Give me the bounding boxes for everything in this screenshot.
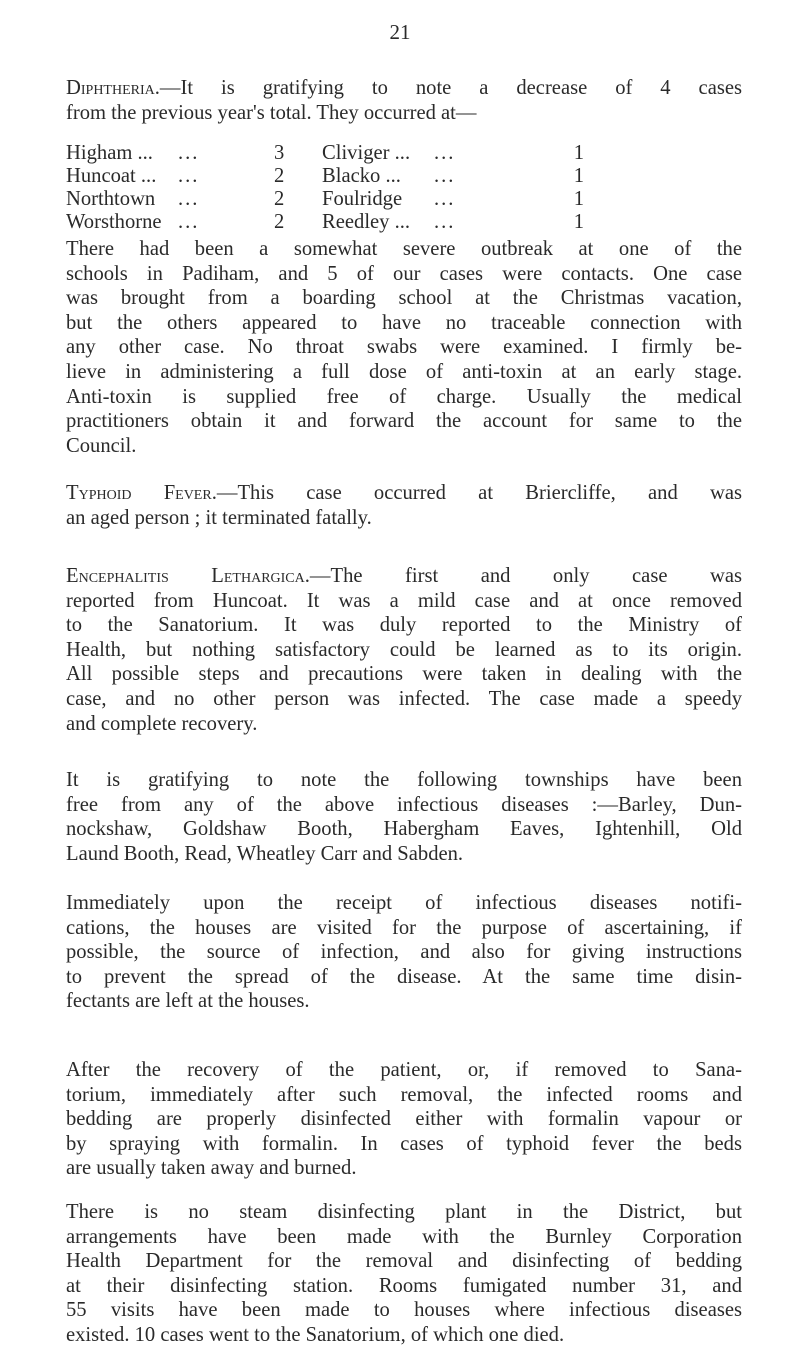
leader-dots: ... [178,188,200,210]
diphtheria-line-1-text: —It is gratifying to note a decrease of 4 cases [159,77,742,99]
case-count: 2 [274,211,285,233]
steam-lines-line: existed. 10 cases went to the Sanatorium, of which one died. [66,1323,565,1346]
diphtheria-paragraph [66,76,742,125]
notification-lines-line: Immediately upon the receipt of infectious diseases notifi- [66,892,742,914]
cases-by-township-table [66,142,584,234]
recovery-lines-line: bedding are properly disinfected either with formalin vapour or [66,1108,742,1131]
typhoid-line-1 [66,481,742,506]
case-count: 2 [274,165,285,187]
case-count: 2 [274,188,285,210]
typhoid-heading: Typhoid Fever. [66,482,217,504]
townships-lines-line: nockshaw, Goldshaw Booth, Habergham Eaves, Ightenhill, Old [66,818,742,841]
typhoid-line-1-text: —This case occurred at Briercliffe, and was [216,482,742,504]
township-name: Reedley ... [322,211,411,233]
steam-lines-line: There is no steam disinfecting plant in the District, but [66,1201,742,1223]
notification-lines-line: to prevent the spread of the disease. At the same time disin- [66,965,742,988]
encephalitis-line-4: Health, but nothing satisfactory could be learned as to its origin. [66,638,742,661]
townships-paragraph [66,768,742,866]
case-count: 1 [573,142,584,164]
table-row [66,211,584,234]
townships-lines-line: free from any of the above infectious diseases :—Barley, Dun- [66,793,742,816]
township-name: Cliviger ... [322,142,411,164]
township-name: Northtown [66,188,156,210]
case-count: 1 [573,165,584,187]
case-count: 3 [274,142,285,164]
table-row [66,165,584,188]
recovery-lines-line: are usually taken away and burned. [66,1157,357,1180]
page-number: 21 [389,20,411,44]
encephalitis-line-1-text: —The first and only case was [309,565,743,587]
encephalitis-line-3: to the Sanatorium. It was duly reported to the Ministry of [66,614,742,637]
leader-dots: ... [434,142,456,164]
leader-dots: ... [434,211,456,233]
diphtheria-heading: Diphtheria. [66,77,160,99]
encephalitis-line-2: reported from Huncoat. It was a mild case and at once removed [66,589,742,612]
notification-lines-line: cations, the houses are visited for the purpose of ascertaining, if [66,916,742,939]
township-name: Worsthorne [66,211,162,233]
townships-lines-line: Laund Booth, Read, Wheatley Carr and Sabden. [66,842,464,865]
leader-dots: ... [178,142,200,164]
typhoid-line-2: an aged person ; it terminated fatally. [66,506,372,529]
encephalitis-paragraph [66,564,742,736]
recovery-lines-line: After the recovery of the patient, or, if removed to Sana- [66,1059,742,1081]
steam-lines-line: Health Department for the removal and disinfecting of bedding [66,1250,742,1273]
leader-dots: ... [434,165,456,187]
notifications-paragraph [66,891,742,1014]
outbreak-lines-line: any other case. No throat swabs were examined. I firmly be- [66,336,742,359]
case-count: 1 [573,188,584,210]
township-name: Foulridge [322,188,403,210]
encephalitis-heading: Encephalitis Lethargica. [66,565,310,587]
outbreak-lines-line: schools in Padiham, and 5 of our cases were contacts. One case [66,262,742,285]
outbreak-lines-line: Council. [66,434,137,457]
encephalitis-line-1 [66,564,742,589]
notification-lines-line: possible, the source of infection, and also for giving instructions [66,941,742,964]
outbreak-lines-line: was brought from a boarding school at the Christmas vacation, [66,287,742,310]
case-count: 1 [573,211,584,233]
steam-lines-line: at their disinfecting station. Rooms fumigated number 31, and [66,1274,742,1297]
steam-lines-line: 55 visits have been made to houses where infectious diseases [66,1299,742,1322]
leader-dots: ... [178,211,200,233]
encephalitis-line-5: All possible steps and precautions were taken in dealing with the [66,663,742,686]
townships-lines-line: It is gratifying to note the following townships have been [66,769,742,791]
disinfection-paragraph [66,1058,742,1181]
table-row [66,142,584,165]
leader-dots: ... [434,188,456,210]
outbreak-lines-line: practitioners obtain it and forward the account for same to the [66,410,742,433]
outbreak-lines-line: Anti-toxin is supplied free of charge. Usually the medical [66,385,742,408]
typhoid-paragraph [66,481,742,530]
steam-lines-line: arrangements have been made with the Burnley Corporation [66,1225,742,1248]
diphtheria-line-2: from the previous year's total. They occurred at— [66,101,477,124]
outbreak-lines-line: but the others appeared to have no traceable connection with [66,311,742,334]
steam-plant-paragraph [66,1200,742,1348]
recovery-lines-line: by spraying with formalin. In cases of typhoid fever the beds [66,1132,742,1155]
outbreak-paragraph [66,237,742,458]
encephalitis-line-6: case, and no other person was infected. The case made a speedy [66,687,742,710]
township-name: Blacko ... [322,165,401,187]
notification-lines-line: fectants are left at the houses. [66,990,310,1013]
leader-dots: ... [178,165,200,187]
table-row [66,188,584,211]
diphtheria-line-1 [66,76,742,101]
outbreak-lines-line: lieve in administering a full dose of anti-toxin at an early stage. [66,360,742,383]
outbreak-lines-line: There had been a somewhat severe outbreak at one of the [66,238,742,260]
township-name: Huncoat ... [66,165,157,187]
recovery-lines-line: torium, immediately after such removal, the infected rooms and [66,1083,742,1106]
encephalitis-line-7: and complete recovery. [66,712,258,735]
township-name: Higham ... [66,142,153,164]
